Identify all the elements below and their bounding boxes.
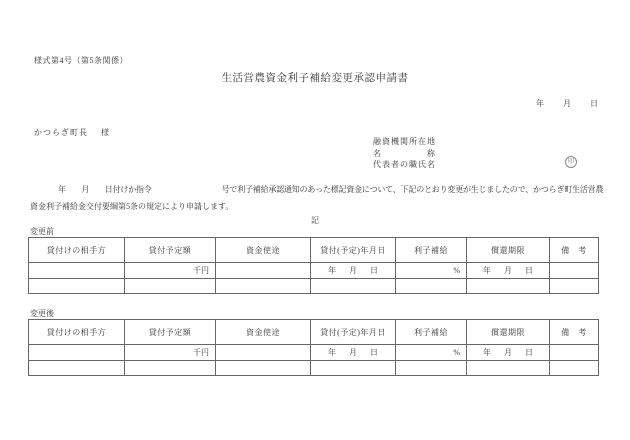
change-after-table: [28, 319, 599, 376]
col-header-remarks: 備 考: [550, 320, 599, 345]
cell-repayment-date: 年 月 日: [467, 263, 550, 279]
form-number: 様式第4号（第5条関係）: [34, 56, 128, 65]
col-header-loan-date: 貸付(予定)年月日: [311, 238, 396, 263]
col-header-loan-date: 貸付(予定)年月日: [311, 320, 396, 345]
addressee-honorific: 様: [101, 128, 110, 137]
cell-remarks: [550, 263, 599, 279]
lender-name-label: 名 称: [373, 148, 435, 158]
table-header-row: [29, 238, 599, 263]
lender-address-label: 融資機関所在地: [373, 137, 436, 146]
cell-loan-date: 年 月 日: [311, 345, 396, 361]
col-header-fund-use: 資金使途: [216, 238, 311, 263]
change-after-table-wrap: [28, 319, 599, 376]
col-header-fund-use: 資金使途: [216, 320, 311, 345]
body-paragraph-line1: [30, 184, 603, 195]
body-paragraph-line2: 資金利子補給金交付要綱第5条の規定により申請します。: [30, 202, 234, 211]
date-month-label: 月: [563, 99, 571, 108]
body-date-directive: 年 月 日付けか指令: [58, 185, 152, 194]
col-header-interest-subsidy: 利子補給: [396, 238, 467, 263]
table-unit-row: [29, 263, 599, 279]
cell-fund-use: [216, 345, 311, 361]
col-header-repayment-deadline: 償還期限: [467, 320, 550, 345]
record-heading: 記: [311, 216, 319, 225]
date-line: [536, 98, 598, 109]
date-year-label: 年: [536, 99, 544, 108]
cell-repayment-date: 年 月 日: [467, 345, 550, 361]
col-header-counterparty: 貸付けの相手方: [29, 320, 125, 345]
col-header-repayment-deadline: 償還期限: [467, 238, 550, 263]
section-label-before: 変更前: [30, 227, 54, 236]
table-unit-row: [29, 345, 599, 361]
table-header-row: [29, 320, 599, 345]
table-empty-row: [29, 361, 599, 376]
cell-percent-unit: %: [396, 345, 467, 361]
body-text: 号で利子補給承認通知のあった標記資金について、下記のとおり変更が生じましたので、かつらぎ町生活営農: [221, 185, 604, 194]
date-day-label: 日: [590, 99, 598, 108]
page-title: 生活営農資金利子補給変更承認申請書: [221, 73, 409, 84]
change-before-table-wrap: [28, 237, 599, 294]
addressee-name: かつらぎ町長: [34, 128, 88, 137]
table-empty-row: [29, 279, 599, 294]
lender-block: [373, 136, 436, 171]
col-header-remarks: 備 考: [550, 238, 599, 263]
addressee-line: [34, 127, 110, 138]
cell-loan-date: 年 月 日: [311, 263, 396, 279]
cell-remarks: [550, 345, 599, 361]
change-before-table: [28, 237, 599, 294]
col-header-interest-subsidy: 利子補給: [396, 320, 467, 345]
cell-percent-unit: %: [396, 263, 467, 279]
col-header-counterparty: 貸付けの相手方: [29, 238, 125, 263]
section-label-after: 変更後: [30, 309, 54, 318]
cell-counterparty: [29, 345, 125, 361]
cell-amount-unit: 千円: [125, 345, 216, 361]
col-header-planned-amount: 貸付予定額: [125, 320, 216, 345]
cell-fund-use: [216, 263, 311, 279]
col-header-planned-amount: 貸付予定額: [125, 238, 216, 263]
cell-amount-unit: 千円: [125, 263, 216, 279]
seal-mark-icon: 印: [565, 156, 577, 168]
cell-counterparty: [29, 263, 125, 279]
lender-representative-label: 代表者の職氏名: [373, 160, 436, 169]
